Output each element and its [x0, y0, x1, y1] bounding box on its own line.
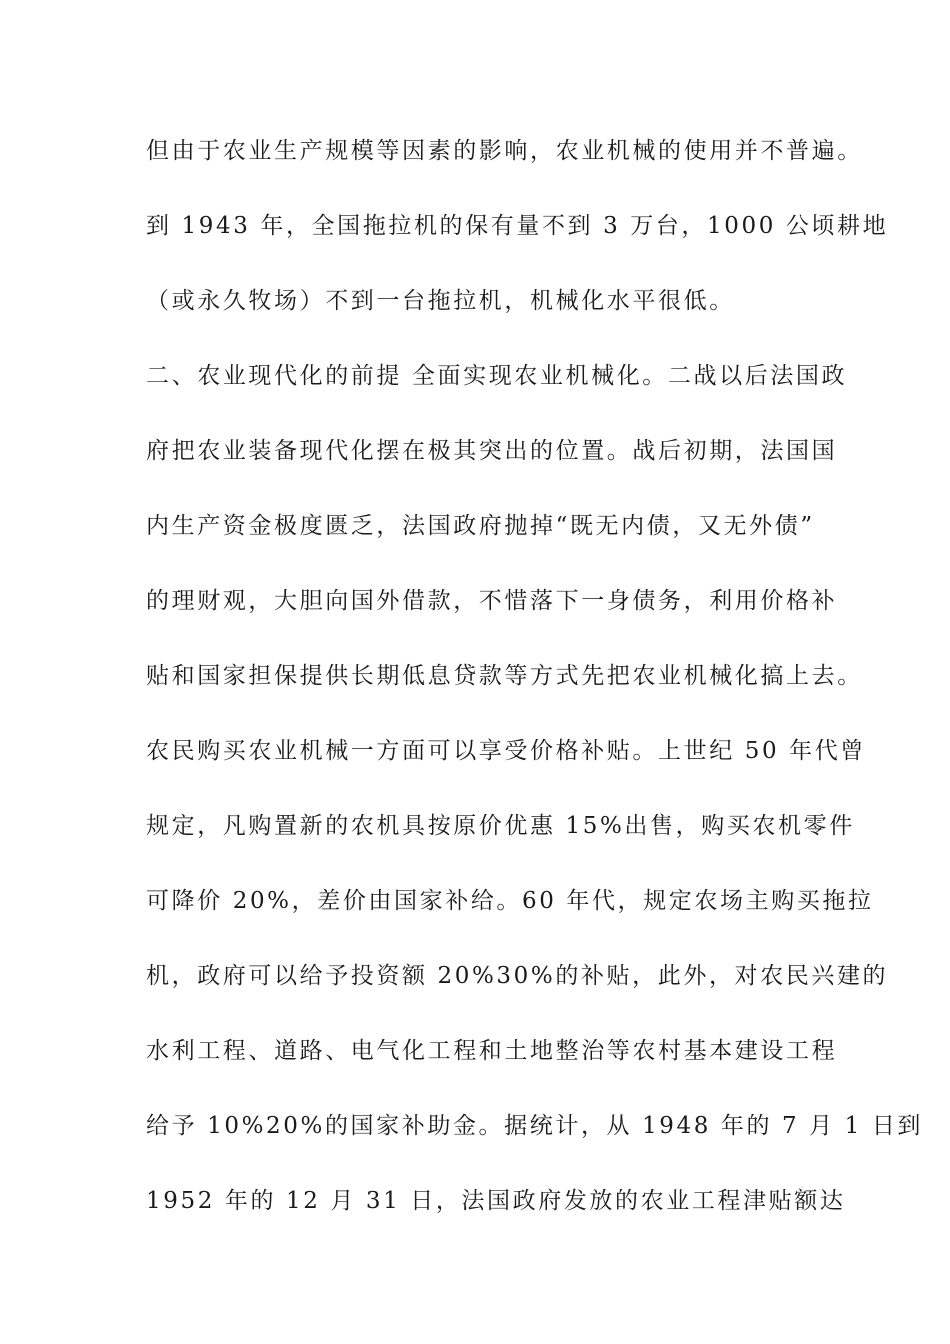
text-line: 贴和国家担保提供长期低息贷款等方式先把农业机械化搞上去。: [146, 663, 863, 689]
text-line: 的理财观，大胆向国外借款，不惜落下一身债务，利用价格补: [146, 588, 838, 614]
text-line: 但由于农业生产规模等因素的影响，农业机械的使用并不普遍。: [146, 138, 863, 164]
text-line: 给予 10%20%的国家补助金。据统计，从 1948 年的 7 月 1 日到: [146, 1113, 924, 1139]
text-line: 内生产资金极度匮乏，法国政府抛掉“既无内债，又无外债”: [146, 513, 815, 539]
text-line: 1952 年的 12 月 31 日，法国政府发放的农业工程津贴额达: [146, 1188, 846, 1214]
text-line: 可降价 20%，差价由国家补给。60 年代，规定农场主购买拖拉: [146, 888, 874, 914]
text-line: （或永久牧场）不到一台拖拉机，机械化水平很低。: [146, 288, 735, 314]
text-line: 农民购买农业机械一方面可以享受价格补贴。上世纪 50 年代曾: [146, 738, 866, 764]
text-line: 水利工程、道路、电气化工程和土地整治等农村基本建设工程: [146, 1038, 838, 1064]
text-line: 府把农业装备现代化摆在极其突出的位置。战后初期，法国国: [146, 438, 838, 464]
text-line: 二、农业现代化的前提 全面实现农业机械化。二战以后法国政: [146, 363, 848, 389]
text-line: 到 1943 年，全国拖拉机的保有量不到 3 万台，1000 公顷耕地: [146, 213, 889, 239]
text-line: 规定，凡购置新的农机具按原价优惠 15%出售，购买农机零件: [146, 813, 855, 839]
text-line: 机，政府可以给予投资额 20%30%的补贴，此外，对农民兴建的: [146, 963, 889, 989]
